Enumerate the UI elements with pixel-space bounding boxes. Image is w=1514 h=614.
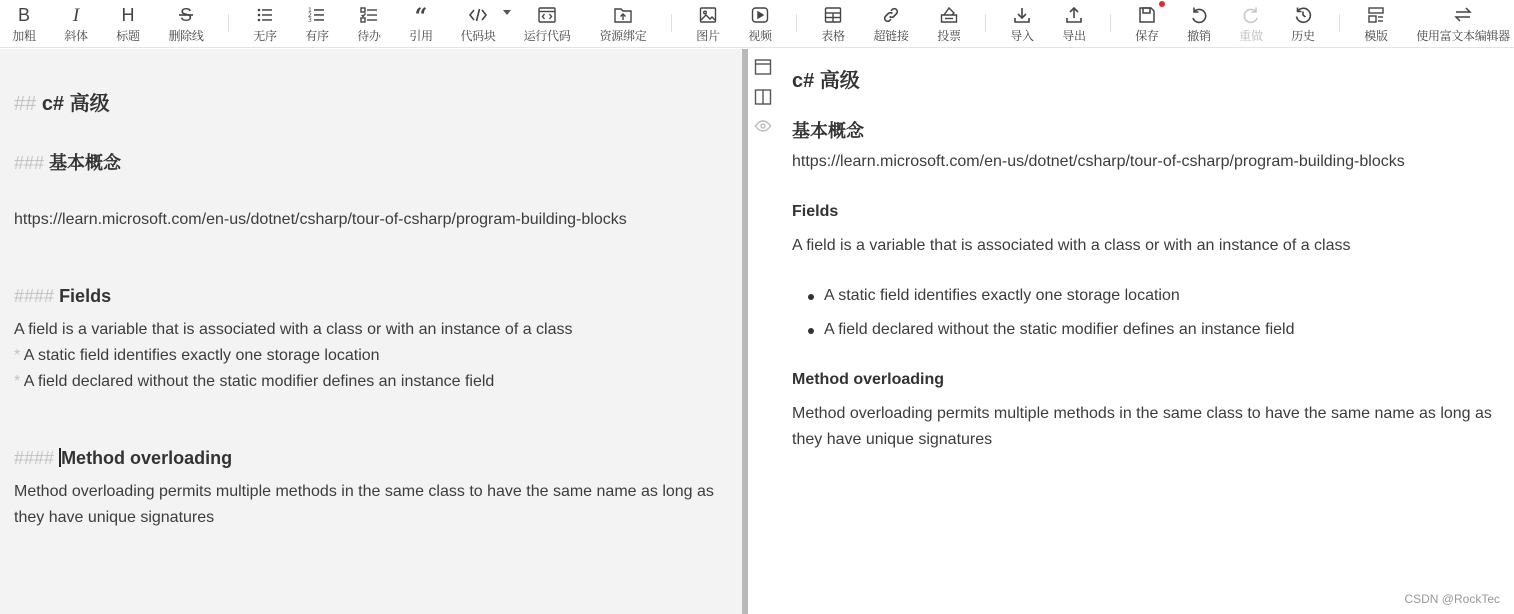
heading-button[interactable]: H 标题 bbox=[116, 5, 140, 43]
editor-heading-3[interactable]: ### 基本概念 bbox=[14, 153, 122, 173]
toolbar-separator bbox=[228, 14, 229, 32]
save-icon bbox=[1137, 5, 1157, 25]
preview-heading-2: c# 高级 bbox=[792, 70, 860, 92]
ordered-list-icon bbox=[307, 5, 327, 25]
link-icon bbox=[881, 5, 901, 25]
code-icon bbox=[468, 5, 488, 25]
image-icon bbox=[698, 5, 718, 25]
table-icon bbox=[823, 5, 843, 25]
switch-rich-editor-button[interactable]: 使用富文本编辑器 bbox=[1413, 0, 1513, 48]
unordered-list-button[interactable]: 无序 bbox=[245, 0, 285, 48]
preview-url-line: https://learn.microsoft.com/en-us/dotnet/csharp/tour-of-csharp/program-building-blocks bbox=[792, 153, 1405, 170]
preview-heading-3: 基本概念 bbox=[792, 121, 864, 141]
import-button[interactable]: 导入 bbox=[1002, 0, 1042, 48]
preview-list-item-1: A static field identifies exactly one storage location bbox=[824, 287, 1180, 304]
redo-icon bbox=[1241, 5, 1261, 25]
editor-paragraph-2-line-1[interactable]: Method overloading permits multiple methods in the same class to have the same name as long as bbox=[14, 483, 714, 500]
editor-list-item-2[interactable]: * A field declared without the static modifier defines an instance field bbox=[14, 373, 495, 390]
italic-icon bbox=[66, 5, 86, 25]
video-icon bbox=[750, 5, 770, 25]
unsaved-indicator-dot bbox=[1159, 1, 1165, 7]
quote-button[interactable]: “ 引用 bbox=[409, 5, 433, 43]
save-button[interactable]: 保存 bbox=[1127, 0, 1167, 48]
export-button[interactable]: 导出 bbox=[1054, 0, 1094, 48]
svg-text:1: 1 bbox=[308, 7, 312, 14]
redo-button[interactable]: 重做 bbox=[1231, 0, 1271, 48]
editor-url-line[interactable]: https://learn.microsoft.com/en-us/dotnet/csharp/tour-of-csharp/program-building-blocks bbox=[14, 211, 627, 228]
run-code-button[interactable]: 运行代码 bbox=[520, 0, 574, 48]
italic-button[interactable]: I 斜体 bbox=[64, 5, 88, 43]
toolbar-separator bbox=[1110, 14, 1111, 32]
toolbar-separator bbox=[985, 14, 986, 32]
strikethrough-button[interactable]: S 删除线 bbox=[168, 5, 204, 43]
toolbar bbox=[0, 0, 1514, 48]
svg-text:S: S bbox=[179, 5, 193, 25]
toolbar-separator bbox=[671, 14, 672, 32]
preview-heading-4-fields: Fields bbox=[792, 203, 839, 220]
chevron-down-icon bbox=[503, 10, 511, 15]
table-button[interactable]: 表格 bbox=[813, 0, 853, 48]
todo-list-button[interactable]: 待办 bbox=[349, 0, 389, 48]
editor-only-mode-icon[interactable] bbox=[754, 58, 772, 76]
template-button[interactable]: 模版 bbox=[1356, 0, 1396, 48]
resource-bind-button[interactable]: 资源绑定 bbox=[596, 0, 650, 48]
bullet-icon bbox=[808, 294, 814, 300]
svg-text:I: I bbox=[72, 5, 80, 25]
checklist-icon bbox=[359, 5, 379, 25]
video-button[interactable]: 视频 bbox=[740, 0, 780, 48]
editor-heading-4-overloading[interactable]: #### Method overloading bbox=[14, 448, 233, 468]
undo-button[interactable]: 撤销 bbox=[1179, 0, 1219, 48]
history-button[interactable]: 历史 bbox=[1283, 0, 1323, 48]
svg-text:“: “ bbox=[414, 5, 428, 25]
history-icon bbox=[1293, 5, 1313, 25]
bold-button[interactable]: B 加粗 bbox=[12, 5, 36, 43]
preview-mode-eye-icon[interactable] bbox=[754, 117, 772, 135]
download-icon bbox=[1012, 5, 1032, 25]
heading-icon bbox=[118, 5, 138, 25]
run-code-icon bbox=[537, 5, 557, 25]
bold-icon bbox=[14, 5, 34, 25]
editor-paragraph-2-line-2[interactable]: they have unique signatures bbox=[14, 509, 215, 526]
editor-list-item-1[interactable]: * A static field identifies exactly one storage location bbox=[14, 347, 380, 364]
toolbar-separator bbox=[1339, 14, 1340, 32]
folder-upload-icon bbox=[613, 5, 633, 25]
unordered-list-icon bbox=[255, 5, 275, 25]
watermark: CSDN @RockTec bbox=[1404, 592, 1500, 606]
undo-icon bbox=[1189, 5, 1209, 25]
svg-text:2: 2 bbox=[308, 12, 312, 19]
editor-heading-2[interactable]: ## c# 高级 bbox=[14, 93, 110, 115]
svg-text:3: 3 bbox=[308, 17, 312, 24]
switch-arrows-icon bbox=[1453, 5, 1473, 25]
split-view-mode-icon[interactable] bbox=[754, 88, 772, 106]
preview-paragraph-2: Method overloading permits multiple methods in the same class to have the same name as long as they have unique signatures bbox=[792, 405, 1492, 448]
bullet-icon bbox=[808, 328, 814, 334]
strikethrough-icon bbox=[176, 5, 196, 25]
preview-heading-4-overloading: Method overloading bbox=[792, 371, 944, 388]
upload-icon bbox=[1064, 5, 1084, 25]
quote-icon bbox=[411, 5, 431, 25]
vote-button[interactable]: 投票 bbox=[929, 0, 969, 48]
ordered-list-button[interactable]: 1 2 3 有序 bbox=[305, 7, 329, 43]
preview-paragraph-1: A field is a variable that is associated with a class or with an instance of a class bbox=[792, 237, 1351, 254]
image-button[interactable]: 图片 bbox=[688, 0, 728, 48]
template-icon bbox=[1366, 5, 1386, 25]
toolbar-separator bbox=[796, 14, 797, 32]
preview-list-item-2: A field declared without the static modifier defines an instance field bbox=[824, 321, 1295, 338]
svg-text:H: H bbox=[121, 5, 135, 25]
code-block-button[interactable]: 代码块 bbox=[455, 0, 501, 48]
svg-text:B: B bbox=[17, 5, 31, 25]
ballot-box-icon bbox=[939, 5, 959, 25]
editor-paragraph-1[interactable]: A field is a variable that is associated with a class or with an instance of a class bbox=[14, 321, 573, 338]
hyperlink-button[interactable]: 超链接 bbox=[867, 0, 915, 48]
editor-heading-4-fields[interactable]: #### Fields bbox=[14, 286, 112, 306]
